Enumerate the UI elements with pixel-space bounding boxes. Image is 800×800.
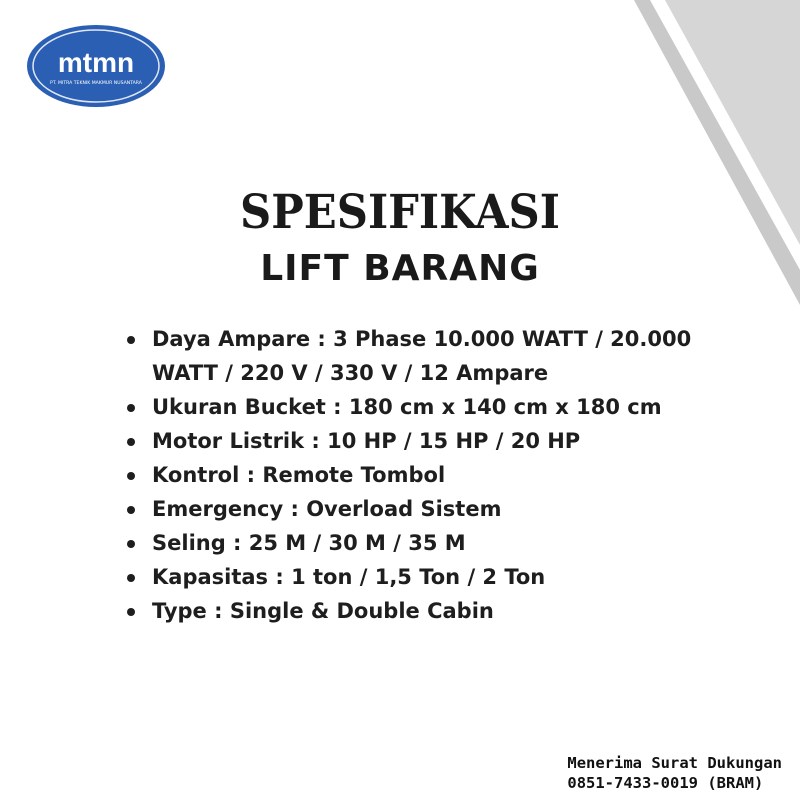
- spec-item: Kapasitas : 1 ton / 1,5 Ton / 2 Ton: [127, 560, 747, 594]
- logo-brand: mtmn: [57, 47, 135, 78]
- logo-company: PT. MITRA TEKNIK MAKMUR NUSANTARA: [50, 81, 142, 86]
- spec-item: Ukuran Bucket : 180 cm x 140 cm x 180 cm: [127, 390, 747, 424]
- footer-line-support: Menerima Surat Dukungan: [567, 754, 782, 772]
- spec-item: Seling : 25 M / 30 M / 35 M: [127, 526, 747, 560]
- spec-item: Daya Ampare : 3 Phase 10.000 WATT / 20.000 WATT / 220 V / 330 V / 12 Ampare: [127, 322, 747, 390]
- spec-item: Emergency : Overload Sistem: [127, 492, 747, 526]
- company-logo: [26, 24, 166, 108]
- spec-item: Kontrol : Remote Tombol: [127, 458, 747, 492]
- spec-list: [127, 322, 747, 628]
- spec-item: Motor Listrik : 10 HP / 15 HP / 20 HP: [127, 424, 747, 458]
- page-subtitle: LIFT BARANG: [260, 248, 540, 289]
- footer-line-phone: 0851-7433-0019 (BRAM): [567, 774, 764, 792]
- page-title: SPESIFIKASI: [240, 185, 560, 240]
- contact-footer: [567, 753, 782, 793]
- spec-item: Type : Single & Double Cabin: [127, 594, 747, 628]
